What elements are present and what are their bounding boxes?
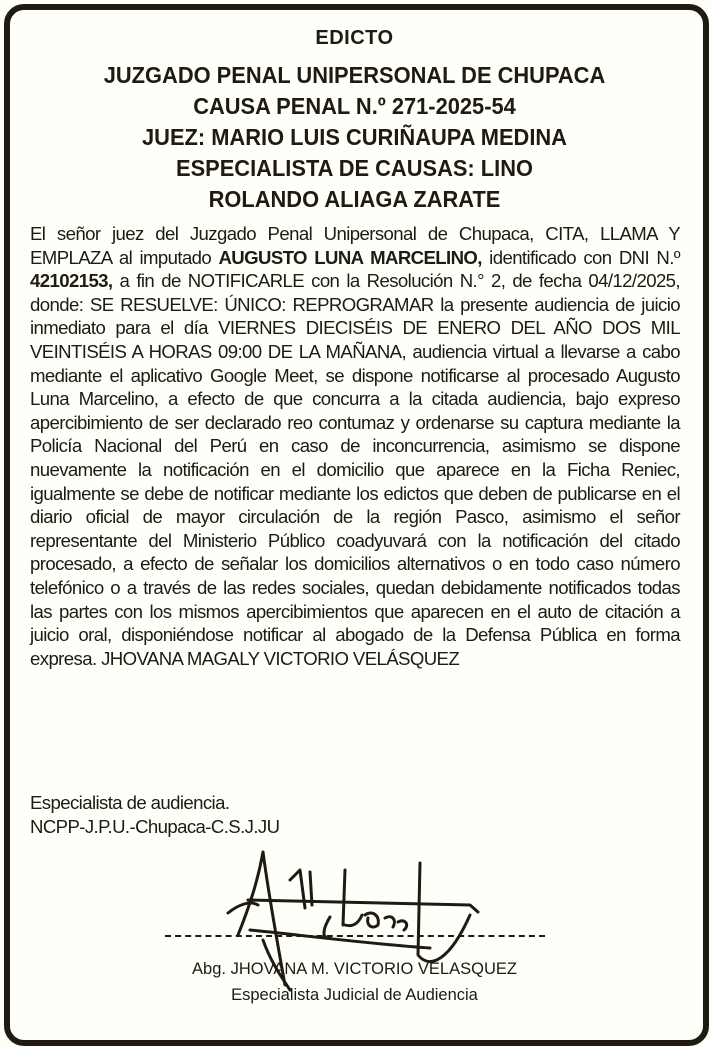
body-text-3: a fin de NOTIFICARLE con la Resolución N.° 2, de fecha 04/12/2025, donde: SE RESUELVE: ÚNICO: REPROGRAMAR la presente audiencia de juicio inmediato para el día VIERNES DIECISÉIS DE ENERO DEL AÑO DOS MIL VEINTISÉIS A HORAS 09:00 DE LA MAÑANA, audiencia virtual a llevarse a cabo mediante el aplicativo Google Meet, se dispone notificarse al procesado Augusto Luna Marcelino, a efecto de que concurra a la citada audiencia, bajo expreso apercibimiento de ser declarado reo contumaz y ordenarse su captura mediante la Policía Nacional del Perú en caso de inconcurrencia, asimismo se dispone nuevamente la notificación en el domicilio que aparece en la Ficha Reniec, igualmente se debe de notificar mediante los edictos que deben de publicarse en el diario oficial de mayor circulación de la región Pasco, asimismo el señor representante del Ministerio Público coadyuvará con la notificación del citado procesado, a efecto de señalar los domicilios alternativos o en todo caso número telefónico o a través de las redes sociales, quedan debidamente notificados todas las partes con los mismos apercibimientos que aparecen en el auto de citación a juicio oral, disponiéndose notificar al abogado de la Defensa Pública en forma expresa. JHOVANA MAGALY VICTORIO VELÁSQUEZ — [30, 270, 680, 669]
dni-number: 42102153, — [30, 270, 113, 292]
signatory-title: Especialista Judicial de Audiencia — [231, 986, 478, 1004]
signatory-name: Abg. JHOVANA M. VICTORIO VELASQUEZ — [192, 960, 517, 978]
office-code: NCPP-J.P.U.-Chupaca-C.S.J.JU — [30, 816, 280, 837]
specialist-line-2: ROLANDO ALIAGA ZARATE — [208, 186, 501, 212]
court-name: JUZGADO PENAL UNIPERSONAL DE CHUPACA — [103, 62, 606, 88]
judge-name: JUEZ: MARIO LUIS CURIÑAUPA MEDINA — [142, 124, 567, 150]
body-text-2: identificado con DNI N.º — [481, 246, 680, 268]
specialist-role: Especialista de audiencia. — [30, 792, 230, 813]
body-text-1: El señor juez del Juzgado Penal Unipersonal de Chupaca, CITA, LLAMA Y EMPLAZA al imputado — [30, 223, 680, 268]
case-number: CAUSA PENAL N.º 271-2025-54 — [193, 93, 516, 119]
edict-title: EDICTO — [315, 27, 394, 49]
signature-line — [165, 935, 545, 937]
defendant-name: AUGUSTO LUNA MARCELINO, — [218, 246, 482, 268]
specialist-line-1: ESPECIALISTA DE CAUSAS: LINO — [175, 155, 534, 181]
